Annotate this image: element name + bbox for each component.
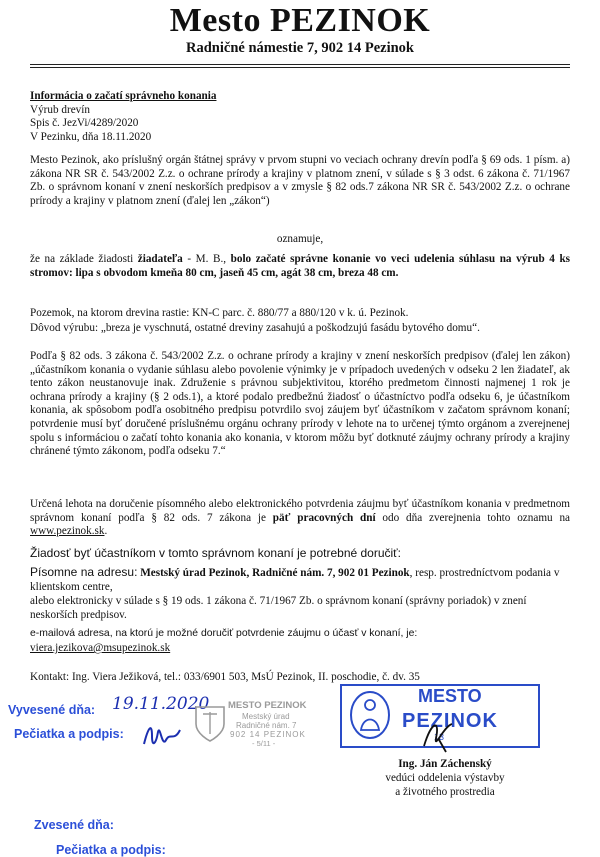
intro-paragraph: Mesto Pezinok, ako príslušný orgán štátnej správy v prvom stupni vo veciach ochrany drevín podľa § 69 ods. 1 písm. a) zákona NR SR č. 543/2002 Z.z. o ochrane prírody a krajiny v platnom znení, v súlade s § 3 odst. 6 zákona č. 71/1967 Zb. o správnom konaní v znení neskorších predpisov a v zmysle § 82 ods.7 zákona NR SR č. 543/2002 Z.z. o ochrane prírody a krajiny v platnom znení (ďalej len „zákon“) bbox=[30, 154, 570, 207]
legal-paragraph: Podľa § 82 ods. 3 zákona č. 543/2002 Z.z. o ochrane prírody a krajiny v znení neskorších predpisov (ďalej len zákon) „účastníkom konania o vydanie súhlasu alebo povolenie výnimky je v prípadoch uvedených v odseku 2 len žiadateľ, ak tento zákon neustanovuje inak. Združenie s právnou subjektivitou, ktorého predmetom činnosti najmenej 1 rok je ochrana prírody a krajiny (§ 2 ods.1), a ktoré podalo predbežnú žiadosť o účastníctvo podľa odseku 6, je účastníkom konania, ak spôsobom podľa osobitného predpisu potvrdilo svoj záujem byť účastníkom v začatom správnom konaní; potvrdenie musí byť doručené príslušnému orgánu ochrany prírody v lehote na to určenej týmto orgánom a zverejnenej spolu s informáciou o začatí tohto konania ako konania, v ktorom môžu byť dotknuté záujmy ochrany prírody a krajiny chránené týmto zákonom, podľa odseku 7.“ bbox=[30, 350, 570, 458]
stamp-signature-label: Pečiatka a podpis: bbox=[14, 727, 124, 741]
bottom-stamp-label: Pečiatka a podpis: bbox=[56, 843, 166, 857]
decision-applicant: - M. B., bbox=[187, 253, 227, 265]
signer-name: Ing. Ján Záchenský bbox=[398, 758, 492, 770]
postal-address: Mestský úrad Pezinok, Radničné nám. 7, 902 01 Pezinok bbox=[140, 567, 410, 579]
office-stamp-line-5: - 5/11 - bbox=[252, 739, 276, 748]
official-signature bbox=[418, 716, 458, 756]
electronic-paragraph: alebo elektronicky v súlade s § 19 ods. 1 zákona č. 71/1967 Zb. o správnom konaní (správny poriadok) v znení neskorších predpisov. bbox=[30, 595, 527, 621]
office-stamp bbox=[192, 700, 332, 750]
deadline-text: Určená lehota na doručenie písomného alebo elektronického potvrdenia záujmu byť účastníkom konania v predmetnom správnom konaní podľa § 82 ods. 7 zákona je bbox=[30, 498, 570, 524]
deadline-days: päť pracovných dní bbox=[272, 511, 376, 524]
deadline-period: . bbox=[104, 525, 108, 538]
request-line: Žiadosť byť účastníkom v tomto správnom konaní je potrebné doručiť: bbox=[30, 546, 402, 560]
office-stamp-line-3: Radničné nám. 7 bbox=[236, 721, 297, 730]
deadline-paragraph bbox=[30, 498, 570, 539]
municipal-stamp-number: 13 bbox=[434, 732, 445, 742]
place-date: V Pezinku, dňa 18.11.2020 bbox=[30, 130, 152, 143]
email-link[interactable]: viera.jezikova@msupezinok.sk bbox=[30, 642, 171, 654]
document-subject: Výrub drevín bbox=[30, 103, 90, 116]
document-heading: Informácia o začatí správneho konania bbox=[30, 90, 217, 102]
handwritten-signature bbox=[140, 718, 190, 754]
felling-reason: Dôvod výrubu: „breza je vyschnutá, ostatné dreviny zasahujú a poškodzujú fasádu bytového domu“. bbox=[30, 322, 480, 334]
decision-subject: bolo začaté správne konanie vo veci udelenia súhlasu na výrub 4 ks stromov: lipa s obvodom kmeňa 80 cm, jaseň 45 cm, agát 38 cm, breza 48 cm. bbox=[30, 253, 571, 279]
decision-applicant-label: žiadateľa bbox=[137, 253, 183, 265]
meta-block bbox=[30, 90, 330, 144]
land-info: Pozemok, na ktorom drevina rastie: KN-C parc. č. 880/77 a 880/120 v k. ú. Pezinok. bbox=[30, 307, 409, 319]
postal-note: , resp. prostredníctvom podania v klientskom centre, bbox=[30, 567, 560, 593]
decision-paragraph bbox=[30, 253, 570, 280]
office-stamp-line-4: 902 14 PEZINOK bbox=[230, 730, 306, 739]
deadline-website-link[interactable]: www.pezinok.sk bbox=[30, 525, 105, 538]
municipal-stamp-title: MESTO bbox=[418, 686, 482, 706]
coat-of-arms-icon bbox=[192, 704, 228, 744]
announces-word: oznamuje, bbox=[276, 233, 324, 245]
deadline-text-2: odo dňa zverejnenia tohto oznamu na bbox=[382, 511, 570, 524]
posted-date-handwritten: 19.11.2020 bbox=[112, 694, 210, 714]
signer-role-2: a životného prostredia bbox=[395, 786, 495, 798]
contact-line: Kontakt: Ing. Viera Ježiková, tel.: 033/6901 503, MsÚ Pezinok, II. poschodie, č. dv. 35 bbox=[30, 671, 420, 683]
office-stamp-line-1: MESTO PEZINOK bbox=[228, 700, 307, 711]
signer-role-1: vedúci oddelenia výstavby bbox=[385, 772, 505, 784]
removed-label: Zvesené dňa: bbox=[34, 818, 114, 832]
file-number: Spis č. JezVi/4289/2020 bbox=[30, 117, 139, 130]
letterhead-title: Mesto PEZINOK bbox=[169, 2, 431, 39]
posted-label: Vyvesené dňa: bbox=[8, 703, 96, 717]
header-divider bbox=[30, 64, 570, 65]
header-divider-thin bbox=[30, 67, 570, 68]
madonna-crest-icon bbox=[348, 690, 392, 740]
email-note: e-mailová adresa, na ktorú je možné doručiť potvrdenie záujmu o účasť v konaní, je: bbox=[30, 628, 418, 639]
postal-paragraph bbox=[30, 566, 570, 594]
municipal-stamp-name: PEZINOK bbox=[402, 710, 498, 732]
decision-intro: že na základe žiadosti bbox=[30, 253, 134, 265]
postal-label: Písomne na adresu: bbox=[30, 565, 138, 579]
letterhead-address: Radničné námestie 7, 902 14 Pezinok bbox=[186, 40, 414, 56]
office-stamp-line-2: Mestský úrad bbox=[242, 712, 290, 721]
